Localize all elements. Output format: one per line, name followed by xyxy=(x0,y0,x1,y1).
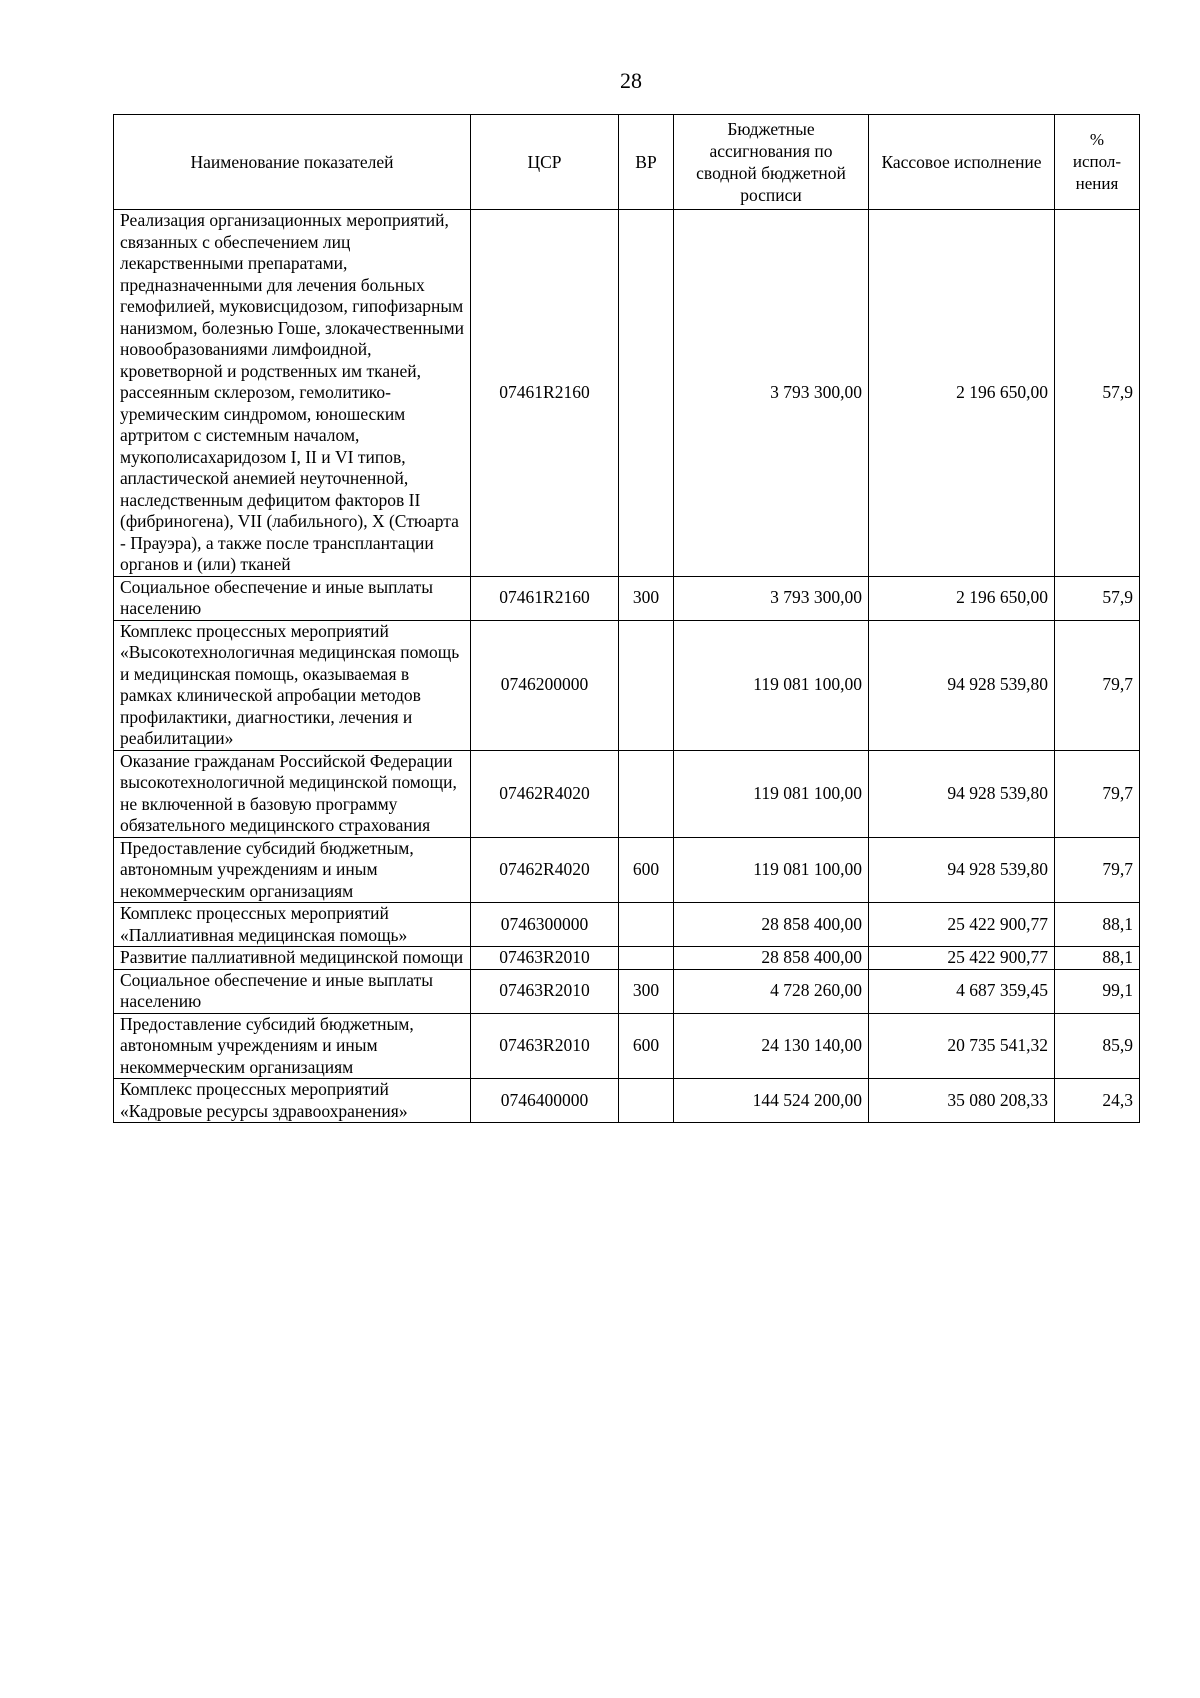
row-name: Комплекс процессных мероприятий «Высокотехнологичная медицинская помощь и медицинская помощь, оказываемая в рамках клинической апробации методов профилактики, диагностики, лечения и реабилитации» xyxy=(114,620,471,750)
row-percent: 85,9 xyxy=(1055,1013,1140,1079)
row-percent: 88,1 xyxy=(1055,903,1140,947)
row-name: Предоставление субсидий бюджетным, автономным учреждениям и иным некоммерческим организациям xyxy=(114,837,471,903)
row-budget: 3 793 300,00 xyxy=(674,210,869,577)
row-percent: 79,7 xyxy=(1055,620,1140,750)
row-budget: 24 130 140,00 xyxy=(674,1013,869,1079)
row-budget: 119 081 100,00 xyxy=(674,750,869,837)
row-csr: 07463R2010 xyxy=(471,947,619,970)
row-vr xyxy=(619,210,674,577)
table-row xyxy=(114,837,1140,903)
row-vr xyxy=(619,947,674,970)
row-csr: 07462R4020 xyxy=(471,837,619,903)
row-cash: 4 687 359,45 xyxy=(869,969,1055,1013)
row-csr: 07463R2010 xyxy=(471,1013,619,1079)
row-cash: 94 928 539,80 xyxy=(869,750,1055,837)
table-row xyxy=(114,210,1140,577)
row-csr: 07461R2160 xyxy=(471,210,619,577)
header-percent xyxy=(1055,115,1140,210)
row-percent: 79,7 xyxy=(1055,837,1140,903)
row-percent: 24,3 xyxy=(1055,1079,1140,1123)
row-vr xyxy=(619,1079,674,1123)
row-name: Реализация организационных мероприятий, связанных с обеспечением лиц лекарственными препаратами, предназначенными для лечения больных гемофилией, муковисцидозом, гипофизарным нанизмом, болезнью Гоше, злокачественными новообразованиями лимфоидной, кроветворной и родственных им тканей, рассеянным склерозом, гемолитико-уремическим синдромом, юношеским артритом с системным началом, мукополисахаридозом I, II и VI типов, апластической анемией неуточненной, наследственным дефицитом факторов II (фибриногена), VII (лабильного), X (Стюарта - Прауэра), а также после трансплантации органов и (или) тканей xyxy=(114,210,471,577)
row-percent: 99,1 xyxy=(1055,969,1140,1013)
row-vr: 300 xyxy=(619,969,674,1013)
table-row xyxy=(114,903,1140,947)
header-percent-line3: нения xyxy=(1075,174,1119,193)
row-csr: 0746300000 xyxy=(471,903,619,947)
header-csr: ЦСР xyxy=(471,115,619,210)
row-name: Комплекс процессных мероприятий «Паллиативная медицинская помощь» xyxy=(114,903,471,947)
row-budget: 4 728 260,00 xyxy=(674,969,869,1013)
row-cash: 35 080 208,33 xyxy=(869,1079,1055,1123)
row-vr xyxy=(619,903,674,947)
row-budget: 28 858 400,00 xyxy=(674,903,869,947)
row-percent: 79,7 xyxy=(1055,750,1140,837)
row-percent: 88,1 xyxy=(1055,947,1140,970)
table-row xyxy=(114,969,1140,1013)
row-cash: 25 422 900,77 xyxy=(869,903,1055,947)
row-percent: 57,9 xyxy=(1055,210,1140,577)
budget-execution-table xyxy=(113,114,1140,1123)
row-cash: 20 735 541,32 xyxy=(869,1013,1055,1079)
table-row xyxy=(114,576,1140,620)
row-csr: 07463R2010 xyxy=(471,969,619,1013)
row-cash: 94 928 539,80 xyxy=(869,620,1055,750)
header-percent-line2: испол- xyxy=(1072,152,1122,171)
row-budget: 3 793 300,00 xyxy=(674,576,869,620)
row-name: Комплекс процессных мероприятий «Кадровые ресурсы здравоохранения» xyxy=(114,1079,471,1123)
table-header-row xyxy=(114,115,1140,210)
row-vr xyxy=(619,750,674,837)
row-name: Оказание гражданам Российской Федерации высокотехнологичной медицинской помощи, не включенной в базовую программу обязательного медицинского страхования xyxy=(114,750,471,837)
table-row xyxy=(114,1079,1140,1123)
row-name: Развитие паллиативной медицинской помощи xyxy=(114,947,471,970)
row-csr: 07462R4020 xyxy=(471,750,619,837)
table-row xyxy=(114,750,1140,837)
row-cash: 25 422 900,77 xyxy=(869,947,1055,970)
row-csr: 0746400000 xyxy=(471,1079,619,1123)
header-percent-line1: % xyxy=(1089,130,1105,149)
row-budget: 28 858 400,00 xyxy=(674,947,869,970)
row-name: Социальное обеспечение и иные выплаты населению xyxy=(114,969,471,1013)
row-cash: 94 928 539,80 xyxy=(869,837,1055,903)
row-csr: 07461R2160 xyxy=(471,576,619,620)
row-vr xyxy=(619,620,674,750)
table-row xyxy=(114,947,1140,970)
row-name: Предоставление субсидий бюджетным, автономным учреждениям и иным некоммерческим организациям xyxy=(114,1013,471,1079)
row-budget: 144 524 200,00 xyxy=(674,1079,869,1123)
header-vr: ВР xyxy=(619,115,674,210)
row-cash: 2 196 650,00 xyxy=(869,210,1055,577)
row-name: Социальное обеспечение и иные выплаты населению xyxy=(114,576,471,620)
header-cash: Кассовое исполнение xyxy=(869,115,1055,210)
row-cash: 2 196 650,00 xyxy=(869,576,1055,620)
row-percent: 57,9 xyxy=(1055,576,1140,620)
header-name: Наименование показателей xyxy=(114,115,471,210)
row-budget: 119 081 100,00 xyxy=(674,837,869,903)
table-row xyxy=(114,620,1140,750)
header-budget: Бюджетные ассигнования по сводной бюджетной росписи xyxy=(674,115,869,210)
page-number: 28 xyxy=(620,68,642,93)
row-vr: 600 xyxy=(619,837,674,903)
row-vr: 300 xyxy=(619,576,674,620)
row-vr: 600 xyxy=(619,1013,674,1079)
row-csr: 0746200000 xyxy=(471,620,619,750)
row-budget: 119 081 100,00 xyxy=(674,620,869,750)
table-row xyxy=(114,1013,1140,1079)
